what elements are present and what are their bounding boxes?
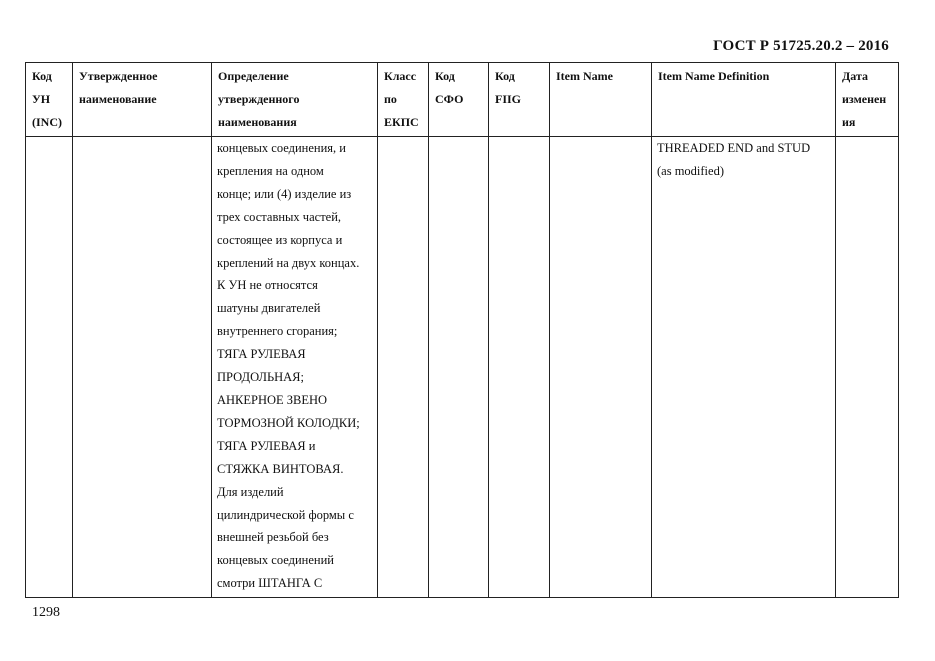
col-header-approved-name: Утвержденное наименование: [73, 63, 212, 137]
definition-line: трех составных частей,: [217, 209, 342, 224]
col-header-fiig-code: Код FIIG: [489, 63, 550, 137]
col-header-ekps-class: Класс по ЕКПС: [378, 63, 429, 137]
item-name-definition-line: THREADED END and STUD: [657, 141, 811, 155]
definition-line: ПРОДОЛЬНАЯ;: [217, 370, 304, 385]
definition-line: цилиндрической формы с: [217, 507, 354, 522]
definition-line: смотри ШТАНГА С: [217, 576, 323, 591]
definition-line: АНКЕРНОЕ ЗВЕНО: [217, 392, 328, 407]
definition-line: состоящее из корпуса и: [217, 232, 343, 247]
definition-line: конце; или (4) изделие из: [217, 186, 352, 201]
definition-line: внешней резьбой без: [217, 530, 329, 545]
definition-text: [212, 137, 377, 595]
definition-line: К УН не относятся: [217, 278, 318, 293]
cell-item-name-definition: [652, 137, 836, 598]
definition-line: Для изделий: [217, 484, 284, 499]
definition-line: СТЯЖКА ВИНТОВАЯ.: [217, 461, 344, 476]
table-row: [26, 137, 899, 598]
table-header-row: [26, 63, 899, 137]
col-header-change-date: Дата изменен ия: [836, 63, 899, 137]
definition-line: внутреннего сгорания;: [217, 324, 338, 339]
cell-change-date: [836, 137, 899, 598]
col-header-inc: Код УН (INC): [26, 63, 73, 137]
definition-line: концевых соединения, и: [217, 141, 346, 155]
cell-definition: [212, 137, 378, 598]
cell-approved-name: [73, 137, 212, 598]
definition-line: ТОРМОЗНОЙ КОЛОДКИ;: [217, 415, 360, 430]
definition-line: концевых соединений: [217, 553, 334, 568]
definition-line: шатуны двигателей: [217, 301, 321, 316]
item-name-definition-text: [652, 137, 835, 183]
cell-ekps-class: [378, 137, 429, 598]
specification-table: [25, 62, 899, 598]
definition-line: крепления на одном: [217, 163, 324, 178]
col-header-definition: Определение утвержденного наименования: [212, 63, 378, 137]
cell-fiig-code: [489, 137, 550, 598]
cell-item-name: [550, 137, 652, 598]
cell-sfo-code: [429, 137, 489, 598]
cell-inc-code: [26, 137, 73, 598]
item-name-definition-line: (as modified): [657, 163, 724, 178]
col-header-item-name: Item Name: [550, 63, 652, 137]
definition-line: ТЯГА РУЛЕВАЯ и: [217, 438, 316, 453]
standard-code: ГОСТ Р 51725.20.2 – 2016: [713, 38, 889, 54]
definition-line: ТЯГА РУЛЕВАЯ: [217, 347, 306, 362]
col-header-sfo-code: Код СФО: [429, 63, 489, 137]
col-header-item-name-definition: Item Name Definition: [652, 63, 836, 137]
definition-line: креплений на двух концах.: [217, 255, 360, 270]
page-number: 1298: [32, 605, 60, 620]
